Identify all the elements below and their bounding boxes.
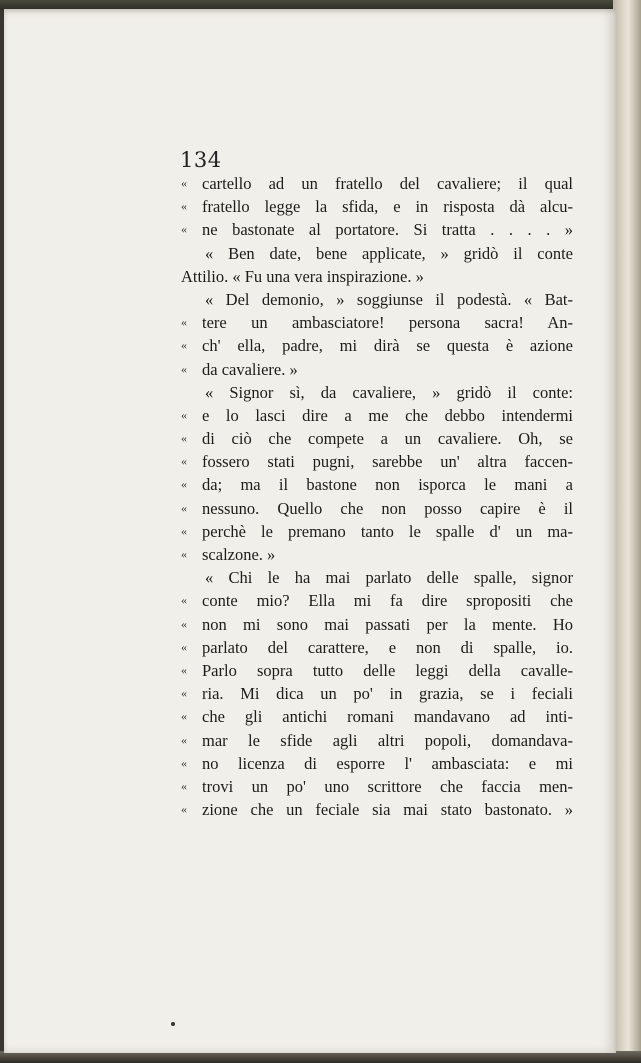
text-line <box>181 682 573 705</box>
text-line <box>181 427 573 450</box>
line-quote-mark: « <box>181 593 187 608</box>
line-quote-mark: « <box>181 477 187 492</box>
text-line <box>181 218 573 241</box>
line-text: tere un ambasciatore! persona sacra! An- <box>202 313 573 333</box>
text-line <box>181 659 573 682</box>
line-text: da cavaliere. » <box>202 359 298 379</box>
line-text: di ciò che compete a un cavaliere. Oh, se <box>202 429 573 449</box>
line-text: « Chi le ha mai parlato delle spalle, signor <box>205 568 573 588</box>
text-line <box>181 543 573 566</box>
text-line <box>181 195 573 218</box>
line-text: conte mio? Ella mi fa dire spropositi che <box>202 591 573 611</box>
line-quote-mark: « <box>181 802 187 817</box>
text-line <box>181 242 573 265</box>
line-quote-mark: « <box>181 709 187 724</box>
line-text: « Signor sì, da cavaliere, » gridò il conte: <box>205 382 573 402</box>
line-text: che gli antichi romani mandavano ad inti- <box>202 707 573 727</box>
line-text: zione che un feciale sia mai stato bastonato. » <box>202 800 573 820</box>
line-quote-mark: « <box>181 755 187 770</box>
line-quote-mark: « <box>181 662 187 677</box>
line-text: perchè le premano tanto le spalle d' un ma- <box>202 521 573 541</box>
line-quote-mark: « <box>181 616 187 631</box>
line-text: mar le sfide agli altri popoli, domandava- <box>202 730 573 750</box>
body-text <box>181 172 573 821</box>
text-line <box>181 636 573 659</box>
text-line <box>181 404 573 427</box>
text-line <box>181 798 573 821</box>
book-page-edges <box>613 0 641 1063</box>
text-line <box>181 705 573 728</box>
line-text: da; ma il bastone non isporca le mani a <box>202 475 573 495</box>
ink-speck <box>171 1022 175 1026</box>
text-line <box>181 288 573 311</box>
line-text: ne bastonate al portatore. Si tratta . . . . » <box>202 220 573 240</box>
line-text: « Ben date, bene applicate, » gridò il conte <box>205 243 573 263</box>
text-line <box>181 613 573 636</box>
line-quote-mark: « <box>181 315 187 330</box>
line-quote-mark: « <box>181 523 187 538</box>
text-line <box>181 752 573 775</box>
line-text: fossero stati pugni, sarebbe un' altra faccen- <box>202 452 573 472</box>
text-line <box>181 265 573 288</box>
line-text: nessuno. Quello che non posso capire è il <box>202 498 573 518</box>
line-quote-mark: « <box>181 407 187 422</box>
text-line <box>181 311 573 334</box>
text-line <box>181 497 573 520</box>
line-text: no licenza di esporre l' ambasciata: e mi <box>202 753 573 773</box>
line-quote-mark: « <box>181 431 187 446</box>
line-text: Parlo sopra tutto delle leggi della cavalle- <box>202 660 573 680</box>
line-text: ria. Mi dica un po' in grazia, se i feciali <box>202 684 573 704</box>
line-text: « Del demonio, » soggiunse il podestà. « Bat- <box>205 289 573 309</box>
text-line <box>181 775 573 798</box>
page-number: 134 <box>180 148 222 172</box>
line-text: trovi un po' uno scrittore che faccia men- <box>202 776 573 796</box>
text-line <box>181 729 573 752</box>
line-quote-mark: « <box>181 778 187 793</box>
line-text: parlato del carattere, e non di spalle, io. <box>202 637 573 657</box>
line-quote-mark: « <box>181 732 187 747</box>
text-line <box>181 450 573 473</box>
line-text: ch' ella, padre, mi dirà se questa è azione <box>202 336 573 356</box>
line-text: fratello legge la sfida, e in risposta dà alcu- <box>202 197 573 217</box>
text-line <box>181 589 573 612</box>
text-line <box>181 381 573 404</box>
line-quote-mark: « <box>181 686 187 701</box>
line-quote-mark: « <box>181 639 187 654</box>
line-text: scalzone. » <box>202 545 276 564</box>
text-line <box>181 172 573 195</box>
text-line <box>181 358 573 381</box>
text-line <box>181 473 573 496</box>
line-text: non mi sono mai passati per la mente. Ho <box>202 614 573 634</box>
line-quote-mark: « <box>181 222 187 237</box>
line-text: Attilio. « Fu una vera inspirazione. » <box>181 266 424 286</box>
line-quote-mark: « <box>181 199 187 214</box>
text-line <box>181 334 573 357</box>
line-quote-mark: « <box>181 547 187 561</box>
line-quote-mark: « <box>181 338 187 353</box>
line-quote-mark: « <box>181 176 187 190</box>
line-text: e lo lasci dire a me che debbo intendermi <box>202 405 573 425</box>
line-text: cartello ad un fratello del cavaliere; il qual <box>202 174 573 193</box>
line-quote-mark: « <box>181 361 187 376</box>
text-line <box>181 566 573 589</box>
line-quote-mark: « <box>181 454 187 469</box>
line-quote-mark: « <box>181 500 187 515</box>
text-line <box>181 520 573 543</box>
